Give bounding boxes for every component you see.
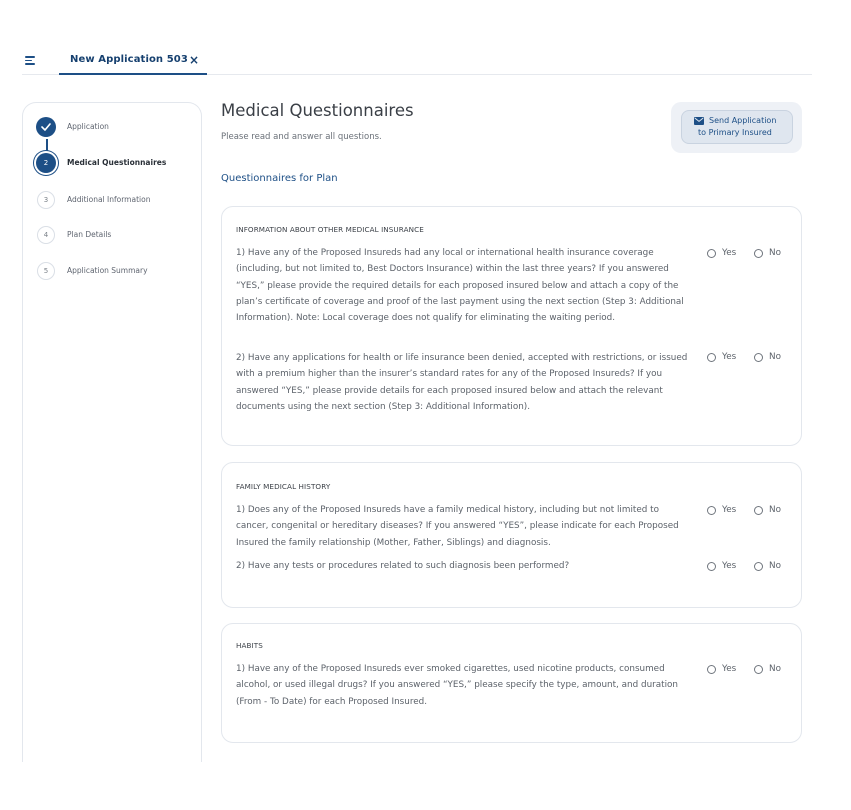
radio-icon [754,353,763,362]
page-subtitle: Please read and answer all questions. [221,132,382,142]
step-label: Application [67,122,109,131]
send-application-button[interactable] [681,110,793,144]
step-label: Plan Details [67,230,112,239]
step-medical-questionnaires[interactable] [36,153,201,175]
radio-icon [707,665,716,674]
radio-label: Yes [722,561,737,571]
question-text: 1) Have any of the Proposed Insureds had any local or international health insurance coverage (including, but not limited to, Best Doctors Insurance) within the last three years? If you answered “YES,” please provide the required details for each proposed insured below and attach a copy of the plan’s certificate of coverage and proof of the last payment using the next section (Step 3: Additional Information). Note: Local coverage does not qualify for eliminating the waiting period. [236,248,684,324]
send-application-panel [671,102,802,153]
section-habits [221,623,802,743]
radio-label: No [769,248,781,258]
section-title: HABITS [236,641,263,650]
radio-icon [754,562,763,571]
step-number: 3 [37,191,55,209]
step-number: 5 [37,262,55,280]
question-text: 2) Have any applications for health or life insurance been denied, accepted with restrictions, or issued with a premium higher than the insurer’s standard rates for any of the Proposed Insureds? If you answered “YES,” please provide details for each proposed insured below and attach the relevant documents using the next section (Step 3: Additional Information). [236,353,688,412]
radio-label: No [769,561,781,571]
radio-icon [754,249,763,258]
step-plan-details[interactable] [36,225,201,247]
radio-label: Yes [722,248,737,258]
question-text: 2) Have any tests or procedures related to such diagnosis been performed? [236,561,570,571]
radio-icon [754,665,763,674]
radio-icon [754,506,763,515]
step-connector [46,139,48,154]
tab-new-application[interactable] [59,47,207,75]
radio-label: Yes [722,352,737,362]
radio-label: No [769,505,781,515]
step-complete-indicator [36,117,56,137]
progress-stepper [22,102,202,762]
step-application[interactable] [36,117,201,139]
tab-title: New Application 503 [70,54,188,65]
step-label: Additional Information [67,195,151,204]
questionnaires-for-plan-link[interactable]: Questionnaires for Plan [221,173,338,184]
section-title: FAMILY MEDICAL HISTORY [236,482,331,491]
step-application-summary[interactable] [36,261,201,283]
send-button-label: to Primary Insured [698,128,772,137]
section-family-medical-history [221,462,802,608]
hamburger-icon[interactable] [25,55,37,65]
radio-label: No [769,664,781,674]
radio-label: Yes [722,664,737,674]
radio-icon [707,249,716,258]
check-icon [41,123,51,131]
step-label: Application Summary [67,266,148,275]
page-title: Medical Questionnaires [221,101,414,120]
radio-label: Yes [722,505,737,515]
radio-label: No [769,352,781,362]
send-button-label: Send Application [709,116,777,125]
close-icon[interactable]: × [189,53,200,67]
radio-icon [707,353,716,362]
step-number: 2 [36,153,56,173]
radio-icon [707,506,716,515]
step-additional-information[interactable] [36,190,201,212]
question-text: 1) Does any of the Proposed Insureds have a family medical history, including but not limited to cancer, congenital or hereditary diseases? If you answered “YES”, please indicate for each Proposed Insured the family relationship (Mother, Father, Siblings) and diagnosis. [236,505,679,548]
section-title: INFORMATION ABOUT OTHER MEDICAL INSURANCE [236,225,424,234]
tab-bar [22,47,812,75]
section-other-medical-insurance [221,206,802,446]
question-text: 1) Have any of the Proposed Insureds ever smoked cigarettes, used nicotine products, consumed alcohol, or used illegal drugs? If you answered “YES,” please specify the type, amount, and duration (From - To Date) for each Proposed Insured. [236,664,679,707]
step-label: Medical Questionnaires [67,158,167,167]
envelope-icon [694,117,704,125]
step-number: 4 [37,226,55,244]
radio-icon [707,562,716,571]
